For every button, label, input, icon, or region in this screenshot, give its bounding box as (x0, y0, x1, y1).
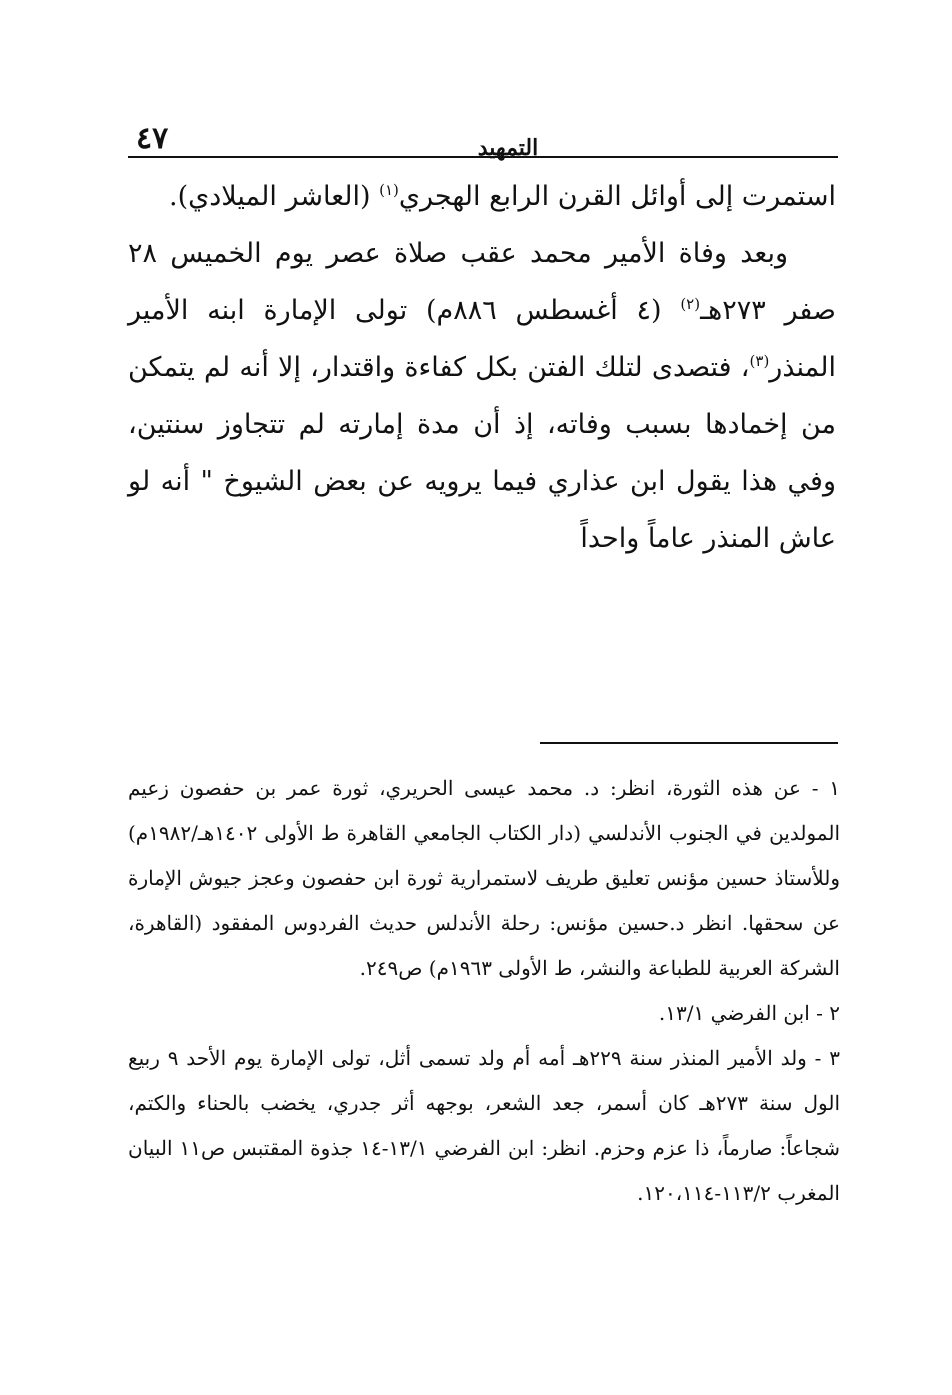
paragraph-2-part-1: وبعد وفاة الأمير محمد عقب صلاة عصر يوم الخميس ٢٨ صفر ٢٧٣هـ (128, 238, 836, 326)
paragraph-2-part-3: ، فتصدى لتلك الفتن بكل كفاءة واقتدار، إلا أنه لم يتمكن من إخمادها بسبب وفاته، إذ أن مدة إمارته لم تتجاوز سنتين، وفي هذا يقول ابن عذاري فيما يرويه عن بعض الشيوخ " أنه لو عاش المنذر عاماً واحداً (128, 352, 836, 554)
main-text (128, 168, 836, 567)
header-rule (128, 156, 838, 158)
page-header (128, 118, 838, 161)
footnote-ref-1: (١) (379, 181, 399, 199)
footnote-2: ٢ - ابن الفرضي ١٣/١. (658, 1001, 840, 1025)
paragraph-1-text-end: (العاشر الميلادي). (169, 181, 380, 212)
paragraph-1 (128, 168, 836, 225)
footnotes (128, 766, 840, 1216)
footnote-3: ٣ - ولد الأمير المنذر سنة ٢٢٩هـ أمه أم ولد تسمى أثل، تولى الإمارة يوم الأحد ٩ ربيع الول سنة ٢٧٣هـ كان أسمر، جعد الشعر، بوجهه أثر جدري، يخضب بالحناء والكتم، شجاعاً: صارماً، ذا عزم وحزم. انظر: ابن الفرضي ١٣/١-١٤ جذوة المقتبس ص١١ البيان المغرب ١١٣/٢-١٢٠،١١٤. (128, 1046, 841, 1205)
footnote-separator (540, 742, 838, 744)
footnote-ref-2: (٢) (680, 295, 701, 313)
paragraph-1-text: استمرت إلى أوائل القرن الرابع الهجري (398, 181, 836, 212)
footnote-1: ١ - عن هذه الثورة، انظر: د. محمد عيسى الحريري، ثورة عمر بن حفصون زعيم المولدين في الجنوب الأندلسي (دار الكتاب الجامعي القاهرة ط الأولى ١٤٠٢هـ/١٩٨٢م) وللأستاذ حسين مؤنس تعليق طريف لاستمرارية ثورة ابن حفصون وعجز جيوش الإمارة عن سحقها. انظر د.حسين مؤنس: رحلة الأندلس حديث الفردوس المفقود (القاهرة، الشركة العربية للطباعة والنشر، ط الأولى ١٩٦٣م) ص٢٤٩. (128, 776, 840, 980)
paragraph-2-part-2: (٤ أغسطس ٨٨٦م) تولى الإمارة ابنه الأمير المنذر (128, 295, 836, 383)
running-title: التمهيد (477, 135, 539, 161)
paragraph-2 (128, 225, 836, 567)
footnote-ref-3: (٣) (749, 352, 770, 370)
page-number: ٤٧ (136, 121, 169, 156)
